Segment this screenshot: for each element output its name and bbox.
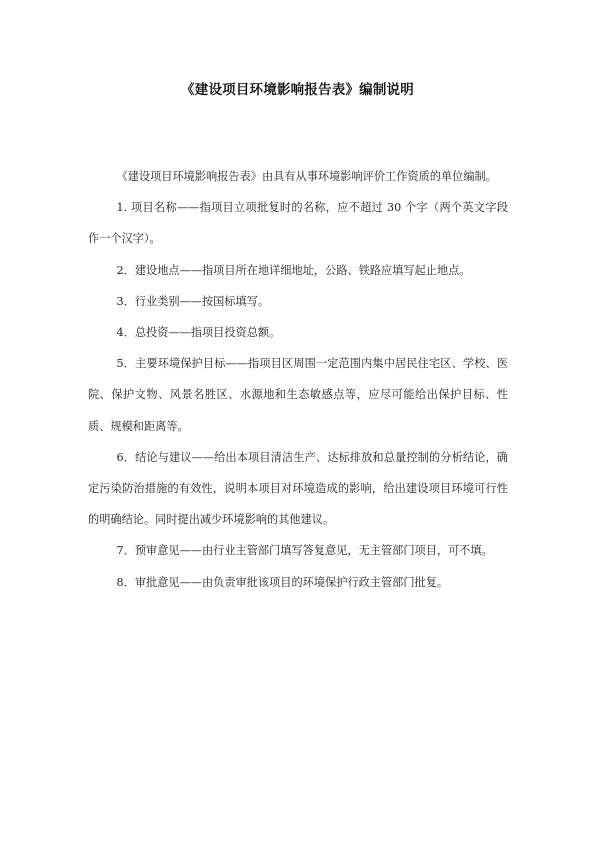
intro-paragraph: 《建设项目环境影响报告表》由具有从事环境影响评价工作资质的单位编制。	[116, 170, 497, 183]
item-protection-targets: 5．主要环境保护目标——指项目区周围一定范围内集中居民住宅区、学校、医院、保护文物、风景名胜区、水源地和生态敏感点等，应尽可能给出保护目标、性质、规模和距离等。	[88, 357, 508, 433]
item-project-name: 1. 项目名称——指项目立项批复时的名称，应不超过 30 个字（两个英文字段作一个汉字）。	[88, 201, 508, 246]
item-approval-opinion: 8．审批意见——由负责审批该项目的环境保护行政主管部门批复。	[116, 575, 449, 589]
item-industry-category: 3．行业类别——按国标填写。	[116, 294, 270, 308]
item-construction-site: 2．建设地点——指项目所在地详细地址，公路、铁路应填写起止地点。	[116, 263, 471, 277]
item-total-investment: 4．总投资——指项目投资总额。	[116, 326, 281, 340]
item-preliminary-review: 7．预审意见——由行业主管部门填写答复意见，无主管部门项目，可不填。	[116, 544, 493, 558]
item-conclusions-suggestions: 6．结论与建议——给出本项目清洁生产、达标排放和总量控制的分析结论，确定污染防治措施的有效性，说明本项目对环境造成的影响，给出建设项目环境可行性的明确结论。同时提出减少环境影响的其他建议。	[88, 450, 508, 527]
document-title: 《建设项目环境影响报告表》编制说明	[181, 82, 414, 98]
document-body	[88, 161, 508, 598]
